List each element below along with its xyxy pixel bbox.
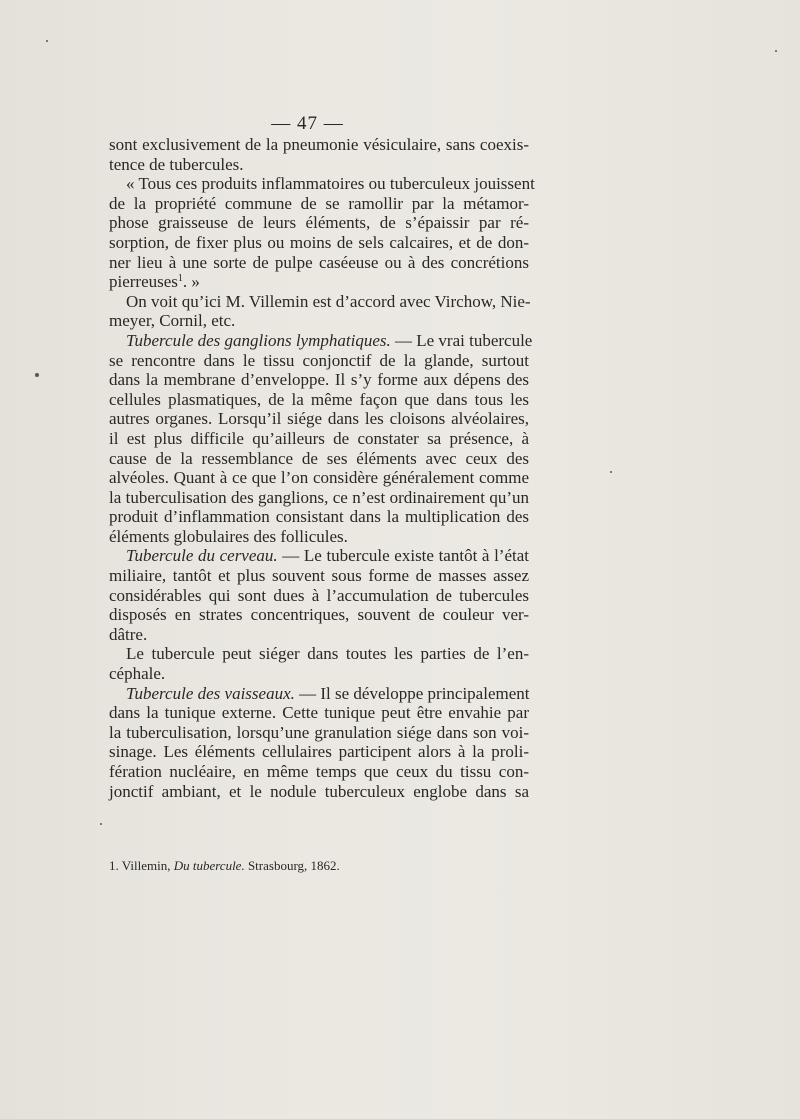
text-line: se rencontre dans le tissu conjonctif de la glande, surtout (109, 350, 529, 370)
section-heading: Tubercule des vaisseaux. (126, 683, 295, 703)
text-line: cause de la ressemblance de ses éléments avec ceux des (109, 448, 529, 468)
paper-speck (100, 823, 102, 825)
footnote (109, 857, 529, 875)
text-line: miliaire, tantôt et plus souvent sous forme de masses assez (109, 566, 529, 586)
text-line: On voit qu’ici M. Villemin est d’accord avec Virchow, Nie- (126, 291, 531, 311)
text-line: sinage. Les éléments cellulaires participent alors à la proli- (109, 742, 529, 762)
text-fragment: — Le vrai tubercule (390, 330, 533, 350)
page-number: — 47 — (271, 113, 344, 134)
paper-speck (610, 471, 612, 473)
text-line (109, 330, 533, 351)
text-line: dans la membrane d’enveloppe. Il s’y forme aux dépens des (109, 370, 529, 390)
paper-speck (775, 50, 777, 52)
footnote-rest: Strasbourg, 1862. (247, 858, 340, 873)
text-line: la tuberculisation, lorsqu’une granulation siége dans son voi- (109, 722, 529, 742)
text-line (109, 546, 529, 566)
text-line: cellules plasmatiques, de la même façon que dans tous les (109, 389, 529, 409)
text-line: meyer, Cornil, etc. (109, 311, 236, 331)
text-line: tence de tubercules. (109, 154, 244, 174)
text-line: la tuberculisation des ganglions, ce n’est ordinairement qu’un (109, 487, 529, 507)
text-line (109, 272, 529, 292)
text-line: fération nucléaire, en même temps que ceux du tissu con- (109, 762, 529, 781)
text-line: phose graisseuse de leurs éléments, de s’épaissir par ré- (109, 213, 529, 233)
text-line: éléments globulaires des follicules. (109, 526, 348, 546)
text-line: ner lieu à une sorte de pulpe caséeuse ou à des concrétions (109, 252, 529, 272)
text-line: alvéoles. Quant à ce que l’on considère généralement comme (109, 468, 529, 488)
footnote-author: Villemin, (121, 858, 171, 873)
body-text (109, 135, 535, 801)
text-line: « Tous ces produits inflammatoires ou tuberculeux jouissent (126, 174, 535, 194)
text-line (109, 684, 529, 704)
text-line: dans la tunique externe. Cette tunique peut être envahie par (109, 703, 529, 723)
text-line: sont exclusivement de la pneumonie vésiculaire, sans coexis- (109, 135, 529, 154)
text-line: disposés en strates concentriques, souvent de couleur ver- (109, 605, 529, 625)
paper-speck (46, 40, 48, 42)
text-line: sorption, de fixer plus ou moins de sels calcaires, et de don- (109, 232, 529, 252)
section-heading: Tubercule du cerveau. (126, 546, 278, 566)
text-line: produit d’inflammation consistant dans la multiplication des (109, 507, 529, 527)
text-fragment: — Il se développe principalement (294, 683, 530, 703)
text-line: Le tubercule peut siéger dans toutes les parties de l’en- (126, 644, 529, 664)
text-fragment: . » (182, 272, 200, 292)
text-line: céphale. (109, 664, 166, 684)
text-fragment: pierreuses (109, 272, 178, 292)
paper-speck (35, 373, 39, 377)
text-line: autres organes. Lorsqu’il siége dans les cloisons alvéolaires, (109, 409, 529, 429)
section-heading: Tubercule des ganglions lymphatiques. (126, 330, 391, 350)
text-line: dâtre. (109, 624, 148, 644)
footnote-reference[interactable]: 1 (177, 273, 183, 285)
footnote-title: Du tubercule. (173, 858, 245, 873)
footnote-marker: 1. (109, 858, 119, 873)
text-line: jonctif ambiant, et le nodule tuberculeux englobe dans sa (109, 781, 529, 801)
text-line: considérables qui sont dues à l’accumulation de tubercules (109, 585, 529, 605)
text-line: il est plus difficile qu’ailleurs de constater sa présence, à (109, 428, 529, 448)
text-line: de la propriété commune de se ramollir par la métamor- (109, 193, 529, 213)
text-fragment: — Le tubercule existe tantôt à l’état (277, 546, 529, 566)
